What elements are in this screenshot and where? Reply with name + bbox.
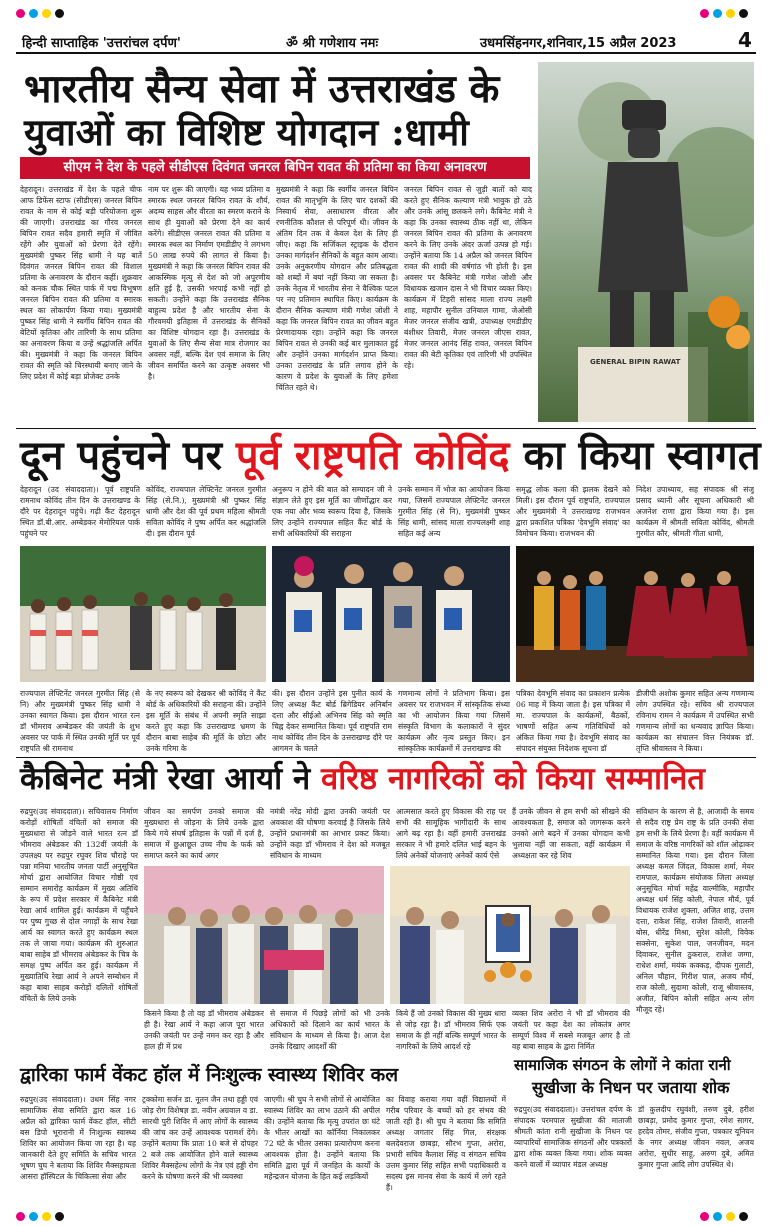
story1-headline-1: भारतीय सैन्य सेवा में उत्तराखंड के	[24, 66, 500, 112]
story4-col-2: ट्रक्कोमा सर्जन डा. नूतन जैन तथा हड्डी एवं जोड़ रोग विशेषज्ञ डा. नवीन अग्रवाल व डा. सारथी पुरी शिविर में आए लोगों के स्वास्थ्य की जांच कर उन्हें आवश्यक परामर्श देंगे। उन्होंने बताया कि प्रातः 10 बजे से दोपहर 2 बजे तक आयोजित होने वाले स्वास्थ्य शिविर मैक्सहेल्थ लोगों के नेत्र एवं हड्डी रोग करने के घोषणा करने की भी व्यवस्था	[142, 1095, 258, 1181]
story5-headline-1: सामाजिक संगठन के लोगों ने कांता रानी	[514, 1056, 731, 1074]
story2-cap-3: की। इस दौरान उन्होंने इस पुनीत कार्य के लिए अध्यक्ष कैंट बोर्ड ब्रिगेडियर अनिर्बान दत्ता और सीईओ अभिनव सिंह को स्मृति चिह्न देकर सम्मानित किया। पूर्व राष्ट्रपति राम नाथ कोविंद तीन दिन के उत्तराखण्ड दौरे पर आगमन के चलते	[272, 689, 392, 753]
story2-cap-1: राज्यपाल लेफ्टिनेंट जनरल गुरमीत सिंह (से नि) और मुख्यमंत्री पुष्कर सिंह धामी ने उनका स्वागत किया। इस दौरान भारत रत्न डॉ भीमराव अम्बेडकर की जयंती के शुभ अवसर पर पार्क में स्थित उनकी मूर्ति पर पूर्व राष्ट्रपति श्री रामनाथ	[20, 689, 140, 753]
paper-name: हिन्दी साप्ताहिक 'उत्तरांचल दर्पण'	[22, 36, 181, 51]
story2-headline-a: दून पहुंचने पर	[20, 432, 236, 479]
story2-col-2: कोविंद, राज्यपाल लेफ्टिनेंट जनरल गुरमीत सिंह (से.नि.), मुख्यमंत्री श्री पुष्कर सिंह धामी और देश की पूर्व प्रथम महिला श्रीमती सविता कोविंद ने पुष्प अर्पित कर श्रद्धांजलि दी। इस दौरान पूर्व	[146, 485, 266, 538]
story5-col-2: डॉ कुलदीप रघुवंशी, तरुण दुबे, हरीश छाबड़ा, प्रमोद कुमार गुप्ता, रमेश सागर, हरदेव तोमर, संजीव गुप्ता, पत्रकार यूनियन के नगर अध्यक्ष जीवन नवल, अजय अरोरा, सुधीर साहू, अरुण दुबे, अमित कुमार गुप्ता आदि लोग उपस्थित थे।	[638, 1105, 754, 1169]
story3-col-4: आत्मसात करते हुए विकास की राह पर सभी की सामूहिक भागीदारी के साथ आगे बढ़ रहा है। वहीं हमारी उत्तराखंड सरकार ने भी हमारे दलित भाई बहन के लिये अनेकों योजनाएं अनेकों कार्य ऐसे	[396, 807, 506, 860]
story2-headline-c: का किया स्वागत	[509, 432, 761, 479]
story3-cap-4: व्यक्त शिव अरोरा ने भी डॉ भीमराव की जयंती पर कहा देश का लोकतंत्र अगर सम्पूर्ण विश्व में सबसे मजबूत अगर है तो वह बाबा साहब के द्वारा निर्मित	[512, 1009, 630, 1051]
story2-photo-cultural	[516, 546, 754, 682]
header-rule	[16, 52, 756, 54]
story2-cap-4: गणमान्य लोगों ने प्रतिभाग किया। इस अवसर पर राजभवन में सांस्कृतिक संध्या का भी आयोजन किया गया जिसमें संस्कृति विभाग के कलाकारों ने सुंदर कार्यक्रम और नृत्य प्रस्तुत किए। इन सांस्कृतिक कार्यक्रमों में उत्तराखण्ड की	[398, 689, 510, 753]
story5-headline-2: सुखीजा के निधन पर जताया शोक	[532, 1078, 730, 1097]
story2-headline	[20, 432, 761, 479]
story3-headline-a: कैबिनेट मंत्री रेखा आर्या ने	[20, 761, 321, 797]
story2-col-4: उनके सम्मान में भोज का आयोजन किया गया, जिसमें राज्यपाल लेफ्टिनेंट जनरल गुरमीत सिंह (से नि), मुख्यमंत्री पुष्कर सिंह धामी, सांसद माला राज्यलक्ष्मी शाह सहित कई अन्य	[398, 485, 510, 538]
story3-photo-ambedkar	[390, 866, 630, 1004]
story3-cap-2: से समाज में पिछड़े लोगों को भी उनके अधिकारों को दिलाने का कार्य भारत के संविधान के माध्यम से किया है। आज देश उनके दिखाए आदर्शों की	[270, 1009, 390, 1051]
color-dots-left	[16, 9, 64, 18]
story2-col-1: देहरादून (उद संवाददाता)। पूर्व राष्ट्रपति रामनाथ कोविंद तीन दिन के उत्तराखण्ड के दौरे पर देहरादून पहुंचे। गढ़ी कैंट देहरादून स्थित डॉ.बी.आर. अम्बेडकर मेमोरियल पार्क पहुंचने पर	[20, 485, 140, 538]
story4-col-3: जाएगी। श्री चुघ ने सभी लोगों से आयोजित स्वास्थ्य शिविर का लाभ उठाने की अपील की। उन्होंने बताया कि मृत्यु उपरांत छः घंटे के भीतर आखों का कॉर्निया निकालकर 72 घंटे के भीतर उसका प्रत्यारोपण करना आवश्यक होता है। उन्होंने बताया कि समिति द्वारा पूर्व में जनहित के कार्यों के महेन्द्रजन योजना के हित कई लड़कियों	[264, 1095, 380, 1181]
story3-col-5: हैं उनके जीवन से हम सभी को सीखने की आवश्यकता है, समाज को जागरूक करने उनको आगे बढ़ने में उनका योगदान कभी भुलाया नहीं जा सकता, वहीं कार्यक्रम में अध्यक्षता कर रहे शिव	[512, 807, 630, 860]
story3-headline-b: वरिष्ठ नागरिकों को किया सम्मानित	[320, 761, 705, 797]
story5-col-1: रुद्रपुर(उद संवाददाता)। उत्तरांचल दर्पण के संपादक परमपाल सुखीजा की माताजी श्रीमती कांता रानी सुखीजा के निधन पर व्यापारियों सामाजिक संगठनों और पत्रकारों द्वारा शोक व्यक्त किया गया। शोक व्यक्त करने वालों में व्यापार मंडल अध्यक्ष	[514, 1105, 632, 1169]
story1-col-3: मुख्यमंत्री ने कहा कि स्वर्गीय जनरल बिपिन रावत की मातृभूमि के लिए चार दशकों की निस्वार्थ सेवा, असाधारण वीरता और रणनीतिक कौशल से परिपूर्ण थी। जीवन के अंतिम दिन तक वे केवल देश के लिए ही जीए। कहा कि सर्जिकल स्ट्राइक के दौरान उनका मार्गदर्शन सैनिकों के बहुत काम आया। उनके अनुकरणीय योगदान और प्रतिबद्धता को शब्दों में बयां नहीं किया जा सकता है। उनके नेतृत्व में भारतीय सेना ने वैश्विक पटल पर नए प्रतिमान स्थापित किए। कार्यक्रम के दौरान सैनिक कल्याण मंत्री गणेश जोशी ने कहा कि जनरल बिपिन रावत का जीवन बहुत प्रेरणादायक रहा। उन्होंने कहा कि जनरल बिपिन रावत से उनकी कई बार मुलाकात हुई और उन्होंने उनका मार्गदर्शन प्राप्त किया। उनका उत्तराखंड के प्रति लगाव होने के कारण वे प्रदेश के युवाओं के लिए हमेशा चिंतित रहते थे।	[276, 185, 398, 392]
bottom-color-dots-right	[700, 1212, 748, 1221]
story4-col-1: रुद्रपुर(उद संवाददाता)। उधम सिंह नगर सामाजिक सेवा समिति द्वारा कल 16 अप्रैल को द्वारिका फार्म वेंकट हॉल, सीटी बस डिपो भूरारानी में निःशुल्क स्वास्थ्य शिविर का आयोजन किया जा रहा है। यह जानकारी देते हुए समिति के सचिव भारत भूषण चुघ ने बताया कि शिविर मैक्सहायता आसरा हॉस्पिटल के चिकित्सा सेवा और	[20, 1095, 136, 1181]
story1-photo-statue	[538, 62, 754, 422]
rule-2	[16, 757, 756, 758]
story1-subhead: सीएम ने देश के पहले सीडीएस दिवंगत जनरल बिपिन रावत की प्रतिमा का किया अनावरण	[20, 157, 530, 179]
story4-col-4: का विवाह कराया गया वहीं विद्यालयों में गरीब परिवार के बच्चों को हर संभव की जाती रही है। श्री चुघ ने बताया कि समिति अध्यक्ष जगतार सिंह गिल, संरक्षक बलदेवराज छाबड़ा, सौरभ गुप्ता, अरोरा, प्रभारी सचिव कैलाश सिंह व संगठन सचिव उत्तम कुमार सिंह सहित सभी पदाधिकारी व सदस्य इस मानव सेवा के कार्य में लगे रहते हैं।	[386, 1095, 506, 1192]
invocation: ॐ श्री गणेशाय नमः	[286, 36, 379, 51]
statue-plaque-text: GENERAL BIPIN RAWAT	[590, 358, 681, 366]
story2-col-6: निदेश उपाध्याय, सह संपादक श्री संजू प्रसाद ध्यानी और सूचना अधिकारी श्री अजनेश राणा द्वारा किया गया है। इस कार्यक्रम में श्रीमती सविता कोविंद, श्रीमती गुरमीत कौर, श्रीमती गीता धामी,	[636, 485, 754, 538]
story1-col-4: जनरल बिपिन रावत से जुड़ी बातों को याद करते हुए सैनिक कल्याण मंत्री भावुक हो उठे और उनके आंसू छलकने लगे। कैबिनेट मंत्री ने कहा कि उनका स्वास्थ्य ठीक नहीं था, लेकिन जनरल बिपिन रावत की प्रतिमा के अनावरण करने के लिए उनके अंदर ऊर्जा उत्पन्न हो गई। उन्होंने बताया कि 14 अप्रैल को जनरल बिपिन रावत की शादी की वर्षगांठ भी होती है। इस अवसर पर कैबिनेट मंत्री गणेश जोशी और विधायक खजान दास ने भी विचार व्यक्त किए। कार्यक्रम में टिहरी सांसद माला राज्य लक्ष्मी शाह, महापौर सुनील उनियाल गामा, जेओसी मेजर जनरल संजीव खत्री, उपाध्यक्ष एमडीडीए बंशीधर तिवारी, मेजर जनरल जीएस रावत, मेजर जनरल आनंद सिंह रावत, जनरल बिपिन रावत की बेटी कृतिका एवं तारिणी भी उपस्थित रहे।	[404, 185, 532, 370]
date-line: उधमसिंहनगर,शनिवार,15 अप्रैल 2023	[480, 36, 677, 51]
rule-1	[16, 428, 756, 429]
story3-cap-3: किये हैं जो उनको विकास की मुख्य धारा से जोड़ रहा है। डॉ भीमराव सिर्फ एक समाज के ही नहीं बल्कि सम्पूर्ण भारत के नागरिकों के लिये आदर्श रहे	[396, 1009, 506, 1051]
page-number: 4	[738, 28, 752, 52]
bottom-color-dots-left	[16, 1212, 64, 1221]
story2-photo-memorial	[20, 546, 266, 682]
story2-cap-6: डीजीपी अशोक कुमार सहित अन्य गणमान्य लोग उपस्थित रहे। सचिव श्री राज्यपाल रविनाथ रामन ने कार्यक्रम में उपस्थित सभी गणमान्य लोगों का धन्यवाद ज्ञापित किया। कार्यक्रम का संचालन वित्त नियंत्रक डॉ. तृप्ति श्रीवास्तव ने किया।	[636, 689, 754, 753]
color-dots-right	[700, 9, 748, 18]
story2-photo-book-release	[272, 546, 510, 682]
story2-cap-5: पत्रिका देवभूमि संवाद का प्रकाशन प्रत्येक 06 माह में किया जाता है। इस पत्रिका में मा. राज्यपाल के कार्यक्रमों, बैठकों, भाषणों सहित अन्य गतिविधियों को अंकित किया गया है। देवभूमि संवाद का संपादन संयुक्त निदेशक सूचना डॉ	[516, 689, 630, 753]
story3-col-2: जीवन का समर्पण उनको समाज की मुख्यधारा से जोड़ना के लिये उनके द्वारा किये गये संघर्ष इतिहास के पन्नों में दर्ज है, समाज में छुआछूत उच्च नीच के फर्क को समाप्त करने का कार्य अगर	[144, 807, 264, 860]
story2-cap-2: के नए स्वरूप को देखकर श्री कोविंद ने कैंट बोर्ड के अधिकारियों की सराहना की। उन्होंने इस मूर्ति के संबंध में अपनी स्मृति साझा करते हुए कहा कि उत्तराखण्ड भ्रमण के दौरान बाबा साहेब की मूर्ति के छोटा और उनके गरिमा के	[146, 689, 266, 753]
story1-headline-2: युवाओं का विशिष्ट योगदान :धामी	[24, 110, 469, 154]
story2-col-5: समृद्ध लोक कला की झलक देखने को मिली। इस दौरान पूर्व राष्ट्रपति, राज्यपाल और मुख्यमंत्री ने उत्तराखण्ड राजभवन द्वारा प्रकाशित पत्रिका 'देवभूमि संवाद' का विमोचन किया। राजभवन की	[516, 485, 630, 538]
story1-col-2: नाम पर शुरू की जाएगी। यह भव्य प्रतिमा व स्मारक स्थल जनरल बिपिन रावत के शौर्य, अदम्य साहस और वीरता का स्मरण कराने के साथ ही युवाओं को प्रेरणा देने का कार्य करेंगे। सीडीएस जनरल रावत की प्रतिमा व स्मारक स्थल का निर्माण एमडीडीए ने लगभग 50 लाख रुपये की लागत से किया है। मुख्यमंत्री ने कहा कि जनरल बिपिन रावत की आकस्मिक मृत्यु से देश को जो अपूरणीय क्षति हुई है, उसकी भरपाई कभी नहीं हो सकती। उन्होंने कहा कि उत्तराखंड सैनिक बाहुल्य प्रदेश है और भारतीय सेना के गौरवमयी इतिहास में उत्तराखंड के सैनिकों का विशिष्ट योगदान रहा है। उत्तराखंड के युवाओं के लिए सैन्य सेवा मात्र रोजगार का अवसर नहीं, बल्कि देश एवं समाज के लिए जीवन समर्पित करने का उत्कृष्ट अवसर भी है।	[148, 185, 270, 381]
story3-col-6: संविधान के कारण से है, आजादी के समय से सदैव राष्ट्र प्रेम राष्ट्र के प्रति उनकी सेवा हम सभी के लिये प्रेरणा है। वहीं कार्यक्रम में समाज के वरिष्ठ नागरिकों को शॉल ओढ़ाकर सम्मानित किया गया। इस दौरान जिला अध्यक्ष कमल जिंदल, विकास शर्मा, मेयर रामपाल, कार्यक्रम संयोजक जिला अध्यक्ष अनुसूचित मोर्चा महेंद्र वाल्मीकि, महापौर अध्यक्ष धर्म सिंह कोली, नेपाल मौर्य, पूर्व विधायक राजेश शुक्ला, अजित शाह, उत्तम दत्ता, राकेश सिंह, राजेश तिवारी, शालनी बोस, धीरेंद्र मिश्रा, सुरेश कोली, विवेक सक्सेना, सुकेश पाल, जनजीवन, मदन दिवाकर, सुनील ठुकराल, राजेश जग्गा, राधेश शर्मा, मयंक कक्कड़, दीपक गुलाटी, अनिल चौहान, गिरीश पाल, अजय मौर्य, राज कोली, सुदामा कोली, राजू श्रीवास्तव, अजीत, बिपिन कोली सहित अन्य लोग मौजूद रहे।	[636, 807, 754, 1014]
story2-col-3: अनुरूप न होने की बात को सम्पादन जी ने संज्ञान लेते हुए इस मूर्ति का जीर्णोद्धार कर एक नया और भव्य स्वरूप दिया है, जिसके लिए उन्होंने राज्यपाल सहित कैंट बोर्ड के सभी अधिकारियों की सराहना	[272, 485, 392, 538]
story3-cap-1: किसने किया है तो वह डॉ भीमराव अंबेडकर ही है। रेखा आर्य ने कहा आज पूरा भारत उनकी जयंती पर उन्हें नमन कर रहा है और हाल ही में प्रध	[144, 1009, 264, 1051]
story3-headline	[20, 761, 705, 797]
story3-col-1: रुद्रपुर(उद संवाददाता)। सचिवालय निर्माण करोड़ों शोषितों वंचितों को समाज की मुख्यधारा से जोड़ने वाले भारत रत्न डॉ भीमराव अंबेडकर की 132वीं जयंती के उपलक्ष्य पर रुद्रपुर रघुवर शिव चौराहे पर पन्ना मनिया भारतीय जनता पार्टी अनुसूचित मोर्चा द्वारा आयोजित विचार गोष्ठी एवं सम्मान समारोह कार्यक्रम में मुख्य अतिथि के रूप में प्रदेश सरकार में कैबिनेट मंत्री रेखा आर्य शामिल हुईं। कार्यक्रम में पहुँचने पर पुष्प गुच्छ से दोल नगाड़ों के साथ रेखा आर्य का स्वागत करते हुए कार्यक्रम स्थल तक ले जाया गया। कार्यक्रम की शुरुआत बाबा साहेब डॉ भीमराव अंबेडकर के चित्र के समक्ष पुष्प अर्पित कर हुई। कार्यक्रम में मुख्यातिथि रेखा आर्य ने अपने सम्बोधन में कहा बाबा साहब करोड़ों दलितों शोषितों वंचितों के लिये उनके	[20, 807, 138, 1003]
story3-col-3: नमंत्री नरेंद्र मोदी द्वारा उनकी जयंती पर अवकाश की घोषणा करवाई है जिसके लिये उन्होंने प्रधानमंत्री का आभार प्रकट किया। उन्होंने कहा डॉ भीमराव ने देश को मजबूत संविधान के माध्यम	[270, 807, 390, 860]
story4-headline: द्वारिका फार्म वेंकट हॉल में निःशुल्क स्वास्थ्य शिविर कल	[20, 1064, 399, 1086]
story3-photo-honour	[144, 866, 384, 1004]
story2-headline-b: पूर्व राष्ट्रपति कोविंद	[235, 432, 510, 479]
story1-col-1: देहरादून। उत्तराखंड में देश के पहले चीफ आफ डिफेंस स्टाफ (सीडीएस) जनरल बिपिन रावत के नाम से कोई बड़ी परियोजना शुरू की जाएगी। उत्तराखंड का गौरव जनरल बिपिन रावत सदैव हमारी स्मृति में जीवित रहेंगे और युवाओं को प्रेरणा देते रहेंगे। मुख्यमंत्री पुष्कर सिंह धामी ने यह बातें दिवंगत जनरल बिपिन रावत की विशाल प्रतिमा के अनावरण के दौरान कहीं। शुक्रवार को कनक चौक स्थित पार्क में पद्म विभूषण जनरल बिपिन रावत की प्रतिमा व स्मारक स्थल का लोकार्पण किया गया। मुख्यमंत्री पुष्कर सिंह धामी ने स्वर्गीय बिपिन रावत की बेटियों कृतिका और तारिणी के साथ प्रतिमा का अनावरण किया व उन्हें श्रद्धांजलि अर्पित की। मुख्यमंत्री ने कहा कि जनरल बिपिन रावत की स्मृति को चिरस्थायी बनाए जाने के लिए प्रदेश में कोई बड़ा प्रोजेक्ट उनके	[20, 185, 142, 381]
